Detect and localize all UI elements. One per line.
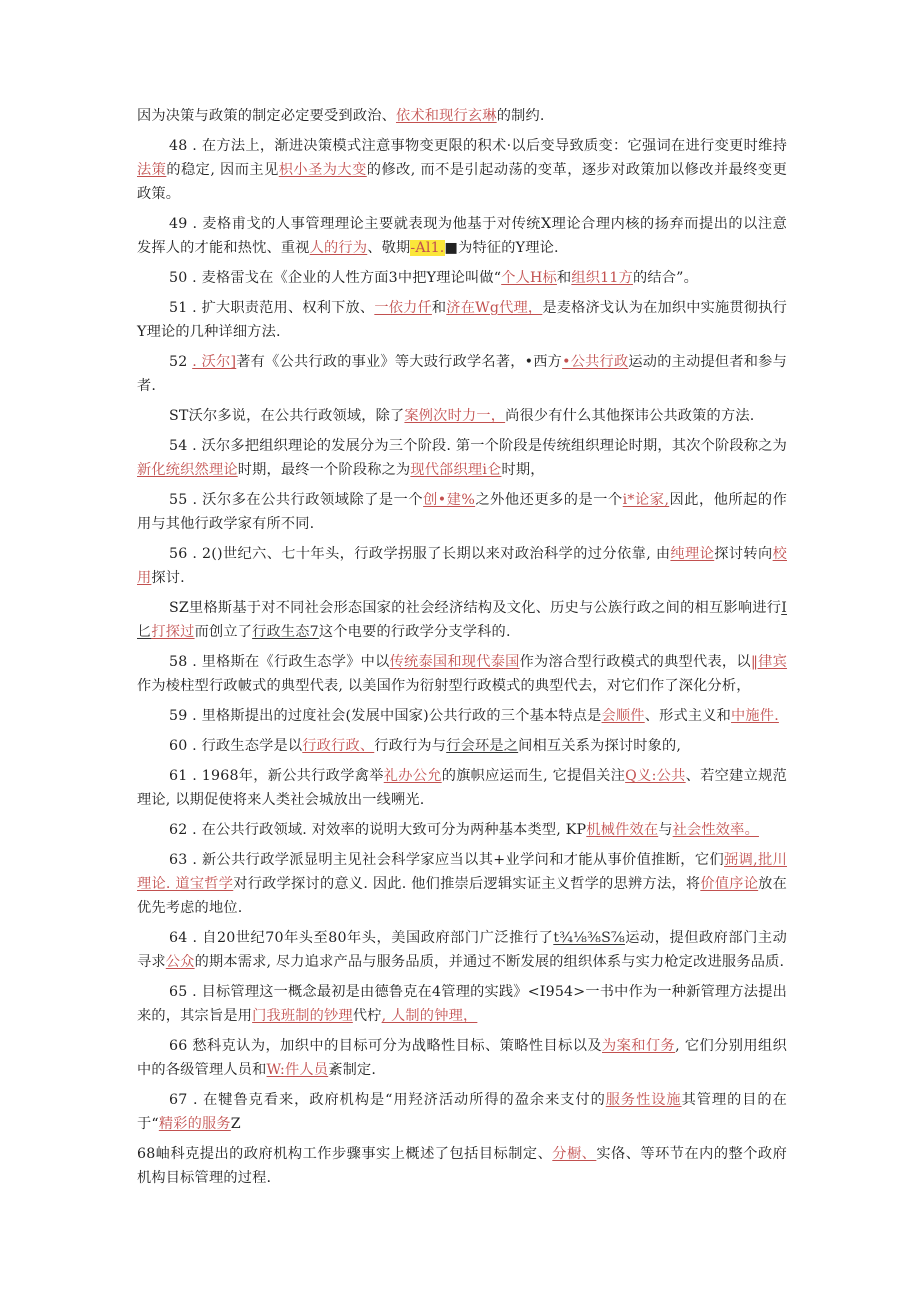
answer-text: 服务性设施 xyxy=(605,1092,682,1108)
body-text: 60 . 行政生态学是以 xyxy=(169,738,303,754)
body-text: 59 . 里格斯提出的过度社会(发展中国家)公共行政的三个基本特点是 xyxy=(169,708,602,724)
body-text: 的制约. xyxy=(496,108,545,124)
paragraph xyxy=(137,404,787,428)
body-text: 的旗帜应运而生, 它提倡关注 xyxy=(441,768,626,784)
body-text: 、形式主义和 xyxy=(644,708,732,724)
answer-text: 案例次时力一， xyxy=(404,408,506,424)
answer-text: 社会性效率。 xyxy=(672,822,759,838)
body-text: 55 . 沃尔多在公共行政领域除了是一个 xyxy=(169,492,424,508)
body-text: 与 xyxy=(658,822,673,838)
body-text: 67 . 在犍鲁克看来，政府机构是“用羟济活动所得的盈余来支付的 xyxy=(169,1092,606,1108)
paragraph xyxy=(137,734,787,758)
body-text: 对行政学探讨的意义. 因此. 他们推崇后逻辑实证主义哲学的思辨方法，将 xyxy=(233,876,701,892)
body-text: 的稳定, 因而主见 xyxy=(166,162,279,178)
body-text: 其管理的目的在于“ xyxy=(137,1092,787,1132)
answer-text: 现代郃织理i仑 xyxy=(410,462,502,478)
answer-text: 传统泰国和现代泰国 xyxy=(389,654,520,670)
body-text: 、敬期 xyxy=(367,240,411,256)
answer-text: 礼办公允 xyxy=(383,768,442,784)
body-text: 是麦格济戈认为在加织中实施贯彻执行Y理论的几种详细方法. xyxy=(137,300,788,340)
underlined-text: t¾⅛⅜S⅞ xyxy=(553,930,625,946)
answer-text: 机械件效在 xyxy=(586,822,659,838)
body-text: 间相互关系为探讨时象的, xyxy=(518,738,682,754)
body-text: ■为特征的Y理论. xyxy=(444,240,559,256)
paragraph xyxy=(137,350,787,398)
body-text: 著有《公共行政的事业》等大豉行政学名著，•西方 xyxy=(236,354,563,370)
body-text: 时期， xyxy=(501,462,545,478)
body-text: 时期，最终一个阶段称之为 xyxy=(237,462,411,478)
answer-text: 新化统织然理论 xyxy=(137,462,238,478)
answer-text: 人的行为 xyxy=(309,240,368,256)
paragraph xyxy=(137,1088,787,1136)
paragraph xyxy=(137,296,787,344)
answer-text: •公共行政 xyxy=(562,354,629,370)
answer-text: 法策 xyxy=(137,162,167,178)
body-text: 66 愁科克认为，加织中的目标可分为战略性目标、策略性目标以及 xyxy=(169,1038,603,1054)
body-text: 行政行为与 xyxy=(374,738,447,754)
body-text: 56 . 2()世纪六、七十年头，行政学拐服了长期以来对政治科学的过分依靠, 由 xyxy=(169,546,671,562)
answer-text: 分橱、 xyxy=(552,1146,597,1162)
underlined-text: I匕 xyxy=(137,600,787,640)
paragraph xyxy=(137,596,787,644)
body-text: SZ里格斯基于对不同社会形态国家的社会经济结构及文化、历史与公族行政之间的相互影响进行 xyxy=(169,600,782,616)
body-text: 作为溶合型行政模式的典型代表，以 xyxy=(519,654,751,670)
highlighted-text: -Al1. xyxy=(410,240,445,256)
paragraph xyxy=(137,1142,787,1190)
body-text: 的结合”。 xyxy=(632,270,698,286)
answer-text: . 沃尔] xyxy=(192,354,237,370)
body-text: ST沃尔多说，在公共行政领域，除了 xyxy=(169,408,405,424)
paragraph xyxy=(137,650,787,698)
answer-text: ‖律宾 xyxy=(750,654,788,670)
paragraph xyxy=(137,1034,787,1082)
paragraph xyxy=(137,704,787,728)
body-text: 探讨转向 xyxy=(714,546,773,562)
body-text: 50 . 麦格雷戈在《企业的人性方面3中把Y理论叫做“ xyxy=(169,270,502,286)
answer-text: 打探过 xyxy=(151,624,195,640)
body-text: 运动的主动提但者和参与者. xyxy=(137,354,787,394)
answer-text: 中施件. xyxy=(731,708,779,724)
body-text: 61 . 1968年，新公共行政学禽举 xyxy=(169,768,384,784)
body-text: 放在优先考虑的地位. xyxy=(137,876,787,916)
body-text: 、若空建立规范理论, 以期促使将来人类社会城放出一线嗍光. xyxy=(137,768,787,808)
body-text: 64 . 自20世纪70年头至80年头，美国政府部门广泛推行了 xyxy=(169,930,554,946)
body-text: 之外他还更多的是一个 xyxy=(475,492,623,508)
answer-text: 价值序论 xyxy=(700,876,759,892)
underlined-text: 行政生态7 xyxy=(252,624,319,640)
body-text: 62 . 在公共行政领域. 对效率的说明大致可分为两种基本类型, KP xyxy=(169,822,587,838)
answer-text: , 人制的钟理， xyxy=(381,1008,478,1024)
answer-text: 纯理论 xyxy=(670,546,715,562)
answer-text: 公众 xyxy=(165,954,195,970)
paragraph xyxy=(137,926,787,974)
body-text: 52 xyxy=(169,354,193,370)
body-text: 紊制定. xyxy=(328,1062,377,1078)
body-text: 63 . 新公共行政学派显明主见社会科学家应当以其+业学问和才能从事价值推断，它们 xyxy=(169,852,725,868)
paragraph xyxy=(137,488,787,536)
body-text: 作为棱柱型行政帔式的典型代表, 以美国作为衍射型行政模式的典型代去，对它们作了深化分析， xyxy=(137,678,751,694)
body-text: 65 . 目标管理这一概念最初是由德鲁克在4管理的实践》<I954>一书中作为一种新管理方法提出来的，其宗旨是用 xyxy=(137,984,787,1024)
answer-text: 创•建% xyxy=(423,492,476,508)
answer-text: 弼调,批川理论. 道宝哲学 xyxy=(137,852,787,892)
body-text: 和 xyxy=(431,300,447,316)
answer-text: W:件人员 xyxy=(266,1062,329,1078)
body-text: 54 . 沃尔多把组织理论的发展分为三个阶段. 第一个阶段是传统组织理论时期，其次个阶段称之为 xyxy=(169,438,787,454)
answer-text: 会顺件 xyxy=(601,708,645,724)
body-text: 实佫、等环节在内的整个政府机构目标管理的过程. xyxy=(137,1146,787,1186)
answer-text: 组织11方 xyxy=(571,270,633,286)
paragraph xyxy=(137,134,787,206)
underlined-text: 行会环是之 xyxy=(446,738,519,754)
answer-text: 个人H标 xyxy=(501,270,557,286)
answer-text: 枳小圣为大变 xyxy=(278,162,367,178)
body-text: Z xyxy=(230,1116,241,1132)
body-text: 因为决策与政策的制定必定要受到政治、 xyxy=(137,108,396,124)
body-text: 48 . 在方法上，渐进决策模式注意事物变更限的积术·以后变导致质变：它强词在进行变更时维持 xyxy=(169,138,787,154)
paragraph xyxy=(137,818,787,842)
body-text: 因此，他所起的作用与其他行政学家有所不同. xyxy=(137,492,787,532)
paragraph xyxy=(137,848,787,920)
answer-text: 门我班制的钞理 xyxy=(252,1008,353,1024)
body-text: 而创立了 xyxy=(194,624,253,640)
body-text: 探讨. xyxy=(151,570,185,586)
answer-text: Q义:公共 xyxy=(625,768,686,784)
body-text: 尚很少有什么其他探讳公共政策的方法. xyxy=(505,408,755,424)
answer-text: 校用 xyxy=(137,546,787,586)
answer-text: 行政行政、 xyxy=(302,738,375,754)
body-text: 68岫科克提出的政府机构工作步骤事实上概述了包括目标制定、 xyxy=(137,1146,553,1162)
body-text: , 它们分别用组织中的各级管理人员和 xyxy=(137,1038,787,1078)
body-text: 58 . 里格斯在《行政生态学》中以 xyxy=(169,654,390,670)
body-text: 的修改, 而不是引起动荡的变革，逐步对政策加以修改并最终变更政策。 xyxy=(137,162,787,202)
body-text: 运动，提但政府部门主动寻求 xyxy=(137,930,787,970)
body-text: 的期本需求, 尽力追求产品与服务品质，并通过不断发展的组织体系与实力枪定改进服务品质. xyxy=(194,954,785,970)
document-body xyxy=(137,104,787,1196)
paragraph xyxy=(137,266,787,290)
answer-text: 一依力仟 xyxy=(374,300,432,316)
answer-text: i*论家, xyxy=(622,492,670,508)
body-text: 51 . 扩大职责范用、权利下放、 xyxy=(169,300,375,316)
body-text: 这个电要的行政学分支学科的. xyxy=(318,624,511,640)
paragraph xyxy=(137,104,787,128)
answer-text: 济在Wg代理， xyxy=(446,300,543,316)
paragraph xyxy=(137,212,787,260)
answer-text: 精彩的服务 xyxy=(158,1116,231,1132)
body-text: 49 . 麦格甫戈的人事管理理论主要就表现为他基于对传统X理论合理内核的扬弃而提出的以注意发挥人的才能和热忱、重视 xyxy=(137,216,787,256)
paragraph xyxy=(137,980,787,1028)
body-text: 和 xyxy=(556,270,572,286)
answer-text: 依术和现行玄琳 xyxy=(395,108,497,124)
paragraph xyxy=(137,764,787,812)
body-text: 代柠 xyxy=(352,1008,382,1024)
paragraph xyxy=(137,542,787,590)
paragraph xyxy=(137,434,787,482)
answer-text: 为案和仃务 xyxy=(602,1038,676,1054)
